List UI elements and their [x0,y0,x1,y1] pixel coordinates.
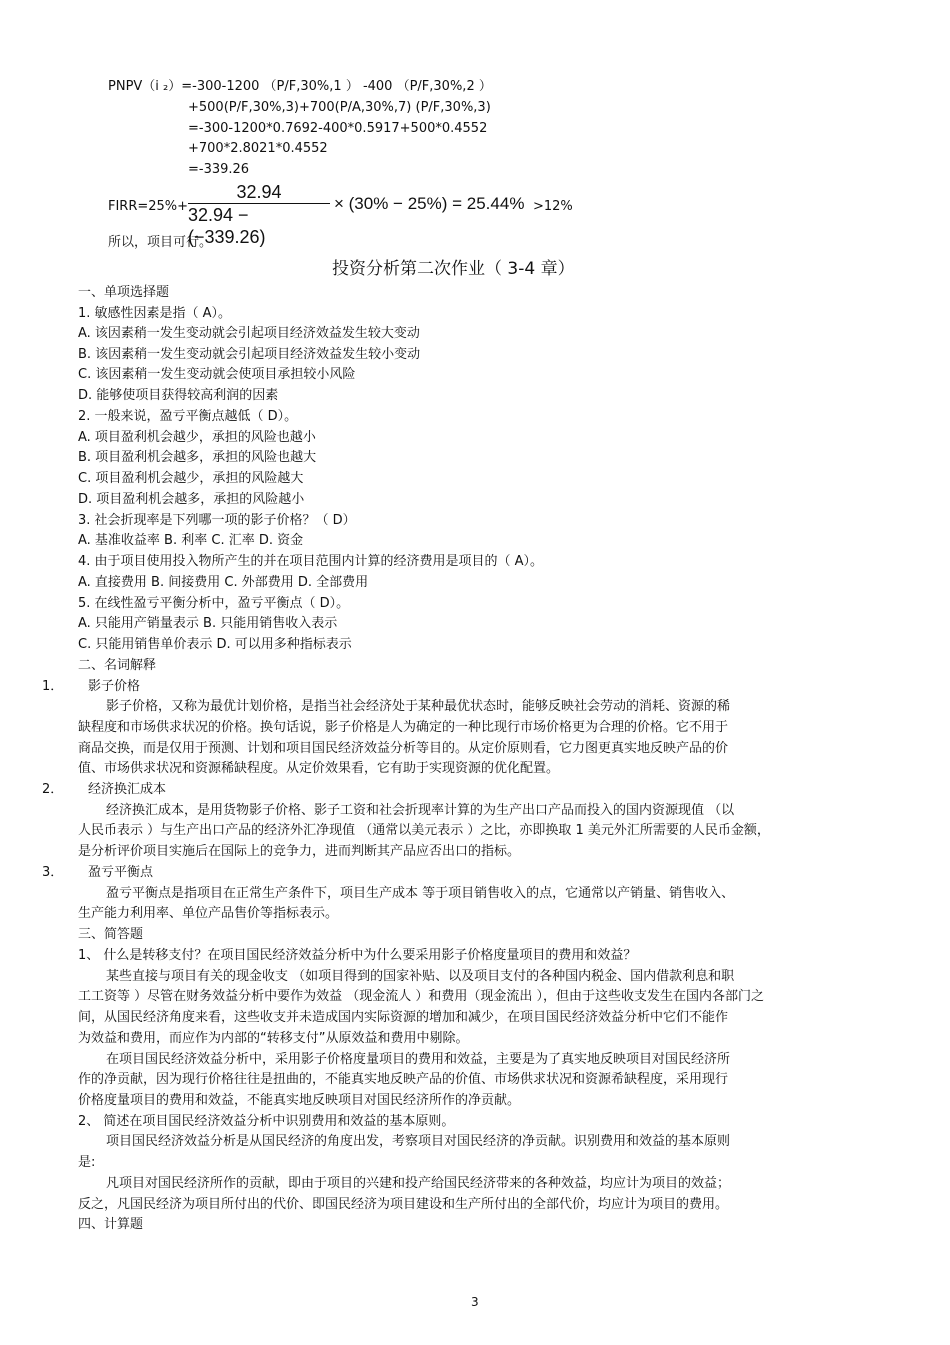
answer-1-para: 某些直接与项目有关的现金收支 （如项目得到的国家补贴、以及项目支付的各种国内税金、国内借款利息和职 [106,969,735,984]
answer-1-para: 为效益和费用，而应作为内部的“转移支付”从原效益和费用中剔除。 [78,1031,469,1046]
answer-2-para: 反之，凡国民经济为项目所付出的代价、即国民经济为项目建设和生产所付出的全部代价，均应计为项目的费用。 [78,1197,729,1212]
term-3-para: 生产能力利用率、单位产品售价等指标表示。 [78,906,339,921]
q5-options-2: C. 只能用销售单价表示 D. 可以用多种指标表示 [78,637,352,652]
pnpv-line-1: PNPV（i ₂）=-300-1200 （P/F,30%,1 ） -400 （P/F,30%,2 ） [108,79,492,94]
section-heading-terms: 二、名词解释 [78,658,157,673]
term-3-para: 盈亏平衡点是指项目在正常生产条件下，项目生产成本 等于项目销售收入的点，它通常以产销量、销售收入、 [106,886,735,901]
q1-option-a: A. 该因素稍一发生变动就会引起项目经济效益发生较大变动 [78,326,420,341]
firr-expression-tail: × (30% − 25%) = 25.44% [334,194,525,213]
answer-2-para: 项目国民经济效益分析是从国民经济的角度出发，考察项目对国民经济的净贡献。识别费用和效益的基本原则 [106,1134,731,1149]
question-5: 5. 在线性盈亏平衡分析中，盈亏平衡点（ D）。 [78,596,350,611]
fraction-numerator: 32.94 [236,182,282,202]
answer-1-para: 间，从国民经济角度来看，这些收支并未造成国内实际资源的增加和减少，在项目国民经济效益分析中它们不能作 [78,1010,729,1025]
q3-options: A. 基准收益率 B. 利率 C. 汇率 D. 资金 [78,533,304,548]
section-heading-choice: 一、单项选择题 [78,285,170,300]
q2-option-c: C. 项目盈利机会越少，承担的风险越大 [78,471,304,486]
section-heading-short-answer: 三、简答题 [78,927,144,942]
answer-2-para: 凡项目对国民经济所作的贡献，即由于项目的兴建和投产给国民经济带来的各种效益，均应计为项目的效益； [106,1176,731,1191]
short-question-1: 1、 什么是转移支付？在项目国民经济效益分析中为什么要采用影子价格度量项目的费用和效益？ [78,948,637,963]
term-2-title: 经济换汇成本 [88,782,167,797]
pnpv-line-2: +500(P/F,30%,3)+700(P/A,30%,7) (P/F,30%,3) [188,100,491,115]
fraction-denominator: 32.94 − (−339.26) [188,205,266,248]
term-1-title: 影子价格 [88,679,141,694]
q1-option-c: C. 该因素稍一发生变动就会使项目承担较小风险 [78,367,356,382]
q4-options: A. 直接费用 B. 间接费用 C. 外部费用 D. 全部费用 [78,575,369,590]
firr-comparison: >12% [533,199,573,214]
q1-option-d: D. 能够使项目获得较高利润的因素 [78,388,279,403]
pnpv-line-3: =-300-1200*0.7692-400*0.5917+500*0.4552 [188,121,488,136]
term-1-para: 商品交换，而是仅用于预测、计划和项目国民经济效益分析等目的。从定价原则看，它力图更真实地反映产品的价 [78,741,729,756]
short-question-2: 2、 简述在项目国民经济效益分析中识别费用和效益的基本原则。 [78,1114,455,1129]
pnpv-result: =-339.26 [188,162,250,177]
answer-1-para: 价格度量项目的费用和效益，不能真实地反映项目对国民经济所作的净贡献。 [78,1093,521,1108]
term-3-number: 3． [42,865,64,880]
section-heading-calculation: 四、计算题 [78,1217,144,1232]
pnpv-line-4: +700*2.8021*0.4552 [188,141,328,156]
q2-option-d: D. 项目盈利机会越多，承担的风险越小 [78,492,305,507]
term-1-para: 缺程度和市场供求状况的价格。换句话说，影子价格是人为确定的一种比现行市场价格更为合理的价格。它不用于 [78,720,729,735]
answer-1-para: 工工资等 ）尽管在财务效益分析中要作为效益 （现金流人 ）和费用（现金流出 ），但由于这些收支发生在国内各部门之 [78,989,765,1004]
answer-1-para: 在项目国民经济效益分析中，采用影子价格度量项目的费用和效益，主要是为了真实地反映项目对国民经济所 [106,1052,731,1067]
firr-prefix: FIRR=25%+ [108,199,189,214]
q1-option-b: B. 该因素稍一发生变动就会引起项目经济效益发生较小变动 [78,347,421,362]
q2-option-a: A. 项目盈利机会越少，承担的风险也越小 [78,430,316,445]
question-2: 2. 一般来说，盈亏平衡点越低（ D）。 [78,409,298,424]
term-2-para: 人民币表示 ）与生产出口产品的经济外汇净现值 （通常以美元表示 ）之比，亦即换取 1 美元外汇所需要的人民币金额， [78,823,770,838]
page-title: 投资分析第二次作业（ 3-4 章） [332,259,575,279]
answer-2-para: 是: [78,1155,96,1170]
answer-1-para: 作的净贡献，因为现行价格往往是扭曲的，不能真实地反映产品的价值、市场供求状况和资源希缺程度，采用现行 [78,1072,729,1087]
question-1: 1. 敏感性因素是指（ A）。 [78,306,232,321]
q5-options-1: A. 只能用产销量表示 B. 只能用销售收入表示 [78,616,338,631]
question-3: 3. 社会折现率是下列哪一项的影子价格？（ D） [78,513,356,528]
term-1-number: 1． [42,679,64,694]
term-1-para: 值、市场供求状况和资源稀缺程度。从定价效果看，它有助于实现资源的优化配置。 [78,761,560,776]
q2-option-b: B. 项目盈利机会越多，承担的风险也越大 [78,450,317,465]
conclusion: 所以，项目可行。 [108,235,213,250]
term-2-number: 2． [42,782,64,797]
term-2-para: 是分析评价项目实施后在国际上的竞争力，进而判断其产品应否出口的指标。 [78,844,521,859]
page-number: 3 [471,1295,479,1309]
term-3-title: 盈亏平衡点 [88,865,154,880]
question-4: 4. 由于项目使用投入物所产生的并在项目范围内计算的经济费用是项目的（ A）。 [78,554,544,569]
term-1-para: 影子价格，又称为最优计划价格，是指当社会经济处于某种最优状态时，能够反映社会劳动的消耗、资源的稀 [106,699,731,714]
term-2-para: 经济换汇成本，是用货物影子价格、影子工资和社会折现率计算的为生产出口产品而投入的国内资源现值 （以 [106,803,735,818]
